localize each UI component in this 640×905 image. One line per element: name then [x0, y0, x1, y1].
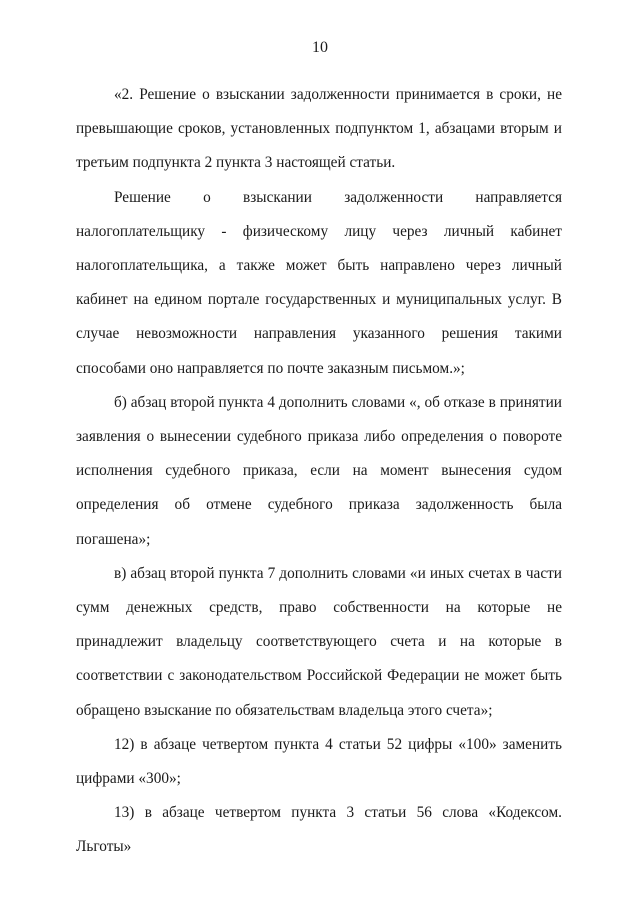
paragraph-item-b: б) абзац второй пункта 4 дополнить словами «, об отказе в принятии заявления о вынесении судебного приказа либо определения о повороте исполнения судебного приказа, если на момент вынесения судом определения об отмене судебного приказа задолженность была погашена»;	[76, 393, 562, 548]
document-body	[76, 78, 562, 865]
paragraph-decision-deadlines: «2. Решение о взыскании задолженности принимается в сроки, не превышающие сроков, установленных подпунктом 1, абзацами вторым и третьим подпункта 2 пункта 3 настоящей статьи.	[76, 86, 562, 172]
paragraph-item-13: 13) в абзаце четвертом пункта 3 статьи 56 слова «Кодексом. Льготы»	[76, 804, 562, 856]
page-number: 10	[312, 39, 328, 56]
paragraph-decision-delivery: Решение о взыскании задолженности направляется налогоплательщику - физическому лицу через личный кабинет налогоплательщика, а также может быть направлено через личный кабинет на едином портале государственных и муниципальных услуг. В случае невозможности направления указанного решения такими способами оно направляется по почте заказным письмом.»;	[76, 188, 562, 377]
paragraph-item-12: 12) в абзаце четвертом пункта 4 статьи 52 цифры «100» заменить цифрами «300»;	[76, 735, 562, 788]
paragraph-item-v: в) абзац второй пункта 7 дополнить словами «и иных счетах в части сумм денежных средств, право собственности на которые не принадлежит владельцу соответствующего счета и на которые в соответствии с законодательством Российской Федерации не может быть обращено взыскание по обязательствам владельца этого счета»;	[76, 564, 562, 719]
